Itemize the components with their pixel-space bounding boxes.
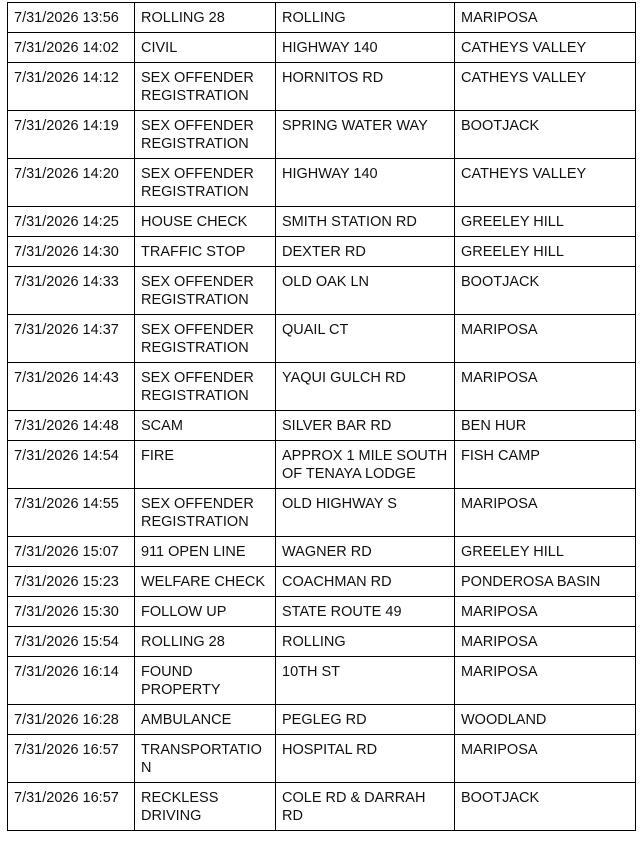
location-cell: OLD OAK LN xyxy=(276,267,455,315)
call-log-body xyxy=(8,3,636,831)
datetime-cell: 7/31/2026 14:12 xyxy=(8,63,135,111)
datetime-cell: 7/31/2026 16:28 xyxy=(8,705,135,735)
area-cell: GREELEY HILL xyxy=(455,237,636,267)
call-type-cell: ROLLING 28 xyxy=(135,627,276,657)
table-row xyxy=(8,705,636,735)
datetime-cell: 7/31/2026 16:57 xyxy=(8,735,135,783)
datetime-cell: 7/31/2026 16:14 xyxy=(8,657,135,705)
area-cell: BOOTJACK xyxy=(455,267,636,315)
table-row xyxy=(8,597,636,627)
table-row xyxy=(8,33,636,63)
area-cell: GREELEY HILL xyxy=(455,537,636,567)
table-row xyxy=(8,783,636,831)
table-row xyxy=(8,315,636,363)
datetime-cell: 7/31/2026 14:19 xyxy=(8,111,135,159)
area-cell: FISH CAMP xyxy=(455,441,636,489)
table-row xyxy=(8,111,636,159)
location-cell: HIGHWAY 140 xyxy=(276,159,455,207)
call-type-cell: WELFARE CHECK xyxy=(135,567,276,597)
area-cell: CATHEYS VALLEY xyxy=(455,159,636,207)
datetime-cell: 7/31/2026 14:37 xyxy=(8,315,135,363)
call-type-cell: SEX OFFENDER REGISTRATION xyxy=(135,363,276,411)
call-type-cell: FIRE xyxy=(135,441,276,489)
location-cell: SILVER BAR RD xyxy=(276,411,455,441)
table-row xyxy=(8,441,636,489)
call-type-cell: SEX OFFENDER REGISTRATION xyxy=(135,159,276,207)
call-type-cell: SCAM xyxy=(135,411,276,441)
area-cell: MARIPOSA xyxy=(455,363,636,411)
table-row xyxy=(8,363,636,411)
area-cell: MARIPOSA xyxy=(455,315,636,363)
call-type-cell: ROLLING 28 xyxy=(135,3,276,33)
location-cell: APPROX 1 MILE SOUTH OF TENAYA LODGE xyxy=(276,441,455,489)
call-type-cell: AMBULANCE xyxy=(135,705,276,735)
location-cell: ROLLING xyxy=(276,627,455,657)
datetime-cell: 7/31/2026 14:20 xyxy=(8,159,135,207)
location-cell: SMITH STATION RD xyxy=(276,207,455,237)
location-cell: 10TH ST xyxy=(276,657,455,705)
call-type-cell: CIVIL xyxy=(135,33,276,63)
call-type-cell: FOLLOW UP xyxy=(135,597,276,627)
table-row xyxy=(8,627,636,657)
call-type-cell: 911 OPEN LINE xyxy=(135,537,276,567)
area-cell: BOOTJACK xyxy=(455,111,636,159)
location-cell: HOSPITAL RD xyxy=(276,735,455,783)
call-type-cell: TRAFFIC STOP xyxy=(135,237,276,267)
call-type-cell: SEX OFFENDER REGISTRATION xyxy=(135,111,276,159)
call-type-cell: RECKLESS DRIVING xyxy=(135,783,276,831)
datetime-cell: 7/31/2026 15:30 xyxy=(8,597,135,627)
table-row xyxy=(8,3,636,33)
datetime-cell: 7/31/2026 15:07 xyxy=(8,537,135,567)
datetime-cell: 7/31/2026 14:55 xyxy=(8,489,135,537)
area-cell: MARIPOSA xyxy=(455,735,636,783)
table-row xyxy=(8,207,636,237)
location-cell: COACHMAN RD xyxy=(276,567,455,597)
location-cell: YAQUI GULCH RD xyxy=(276,363,455,411)
area-cell: BEN HUR xyxy=(455,411,636,441)
call-type-cell: SEX OFFENDER REGISTRATION xyxy=(135,63,276,111)
datetime-cell: 7/31/2026 15:54 xyxy=(8,627,135,657)
call-type-cell: HOUSE CHECK xyxy=(135,207,276,237)
call-type-cell: SEX OFFENDER REGISTRATION xyxy=(135,489,276,537)
datetime-cell: 7/31/2026 13:56 xyxy=(8,3,135,33)
area-cell: MARIPOSA xyxy=(455,597,636,627)
table-row xyxy=(8,567,636,597)
area-cell: CATHEYS VALLEY xyxy=(455,63,636,111)
table-row xyxy=(8,63,636,111)
table-row xyxy=(8,159,636,207)
area-cell: PONDEROSA BASIN xyxy=(455,567,636,597)
location-cell: STATE ROUTE 49 xyxy=(276,597,455,627)
datetime-cell: 7/31/2026 14:25 xyxy=(8,207,135,237)
location-cell: SPRING WATER WAY xyxy=(276,111,455,159)
table-row xyxy=(8,267,636,315)
call-type-cell: TRANSPORTATION xyxy=(135,735,276,783)
location-cell: HORNITOS RD xyxy=(276,63,455,111)
location-cell: OLD HIGHWAY S xyxy=(276,489,455,537)
location-cell: DEXTER RD xyxy=(276,237,455,267)
location-cell: HIGHWAY 140 xyxy=(276,33,455,63)
area-cell: MARIPOSA xyxy=(455,489,636,537)
location-cell: WAGNER RD xyxy=(276,537,455,567)
area-cell: MARIPOSA xyxy=(455,3,636,33)
table-row xyxy=(8,537,636,567)
datetime-cell: 7/31/2026 14:54 xyxy=(8,441,135,489)
datetime-cell: 7/31/2026 14:33 xyxy=(8,267,135,315)
location-cell: QUAIL CT xyxy=(276,315,455,363)
table-row xyxy=(8,735,636,783)
call-log-table xyxy=(7,2,636,831)
location-cell: COLE RD & DARRAH RD xyxy=(276,783,455,831)
call-type-cell: FOUND PROPERTY xyxy=(135,657,276,705)
datetime-cell: 7/31/2026 14:43 xyxy=(8,363,135,411)
area-cell: GREELEY HILL xyxy=(455,207,636,237)
area-cell: MARIPOSA xyxy=(455,657,636,705)
area-cell: BOOTJACK xyxy=(455,783,636,831)
call-type-cell: SEX OFFENDER REGISTRATION xyxy=(135,315,276,363)
table-row xyxy=(8,411,636,441)
area-cell: WOODLAND xyxy=(455,705,636,735)
area-cell: CATHEYS VALLEY xyxy=(455,33,636,63)
location-cell: PEGLEG RD xyxy=(276,705,455,735)
table-row xyxy=(8,489,636,537)
datetime-cell: 7/31/2026 14:48 xyxy=(8,411,135,441)
datetime-cell: 7/31/2026 15:23 xyxy=(8,567,135,597)
call-type-cell: SEX OFFENDER REGISTRATION xyxy=(135,267,276,315)
location-cell: ROLLING xyxy=(276,3,455,33)
table-row xyxy=(8,657,636,705)
table-row xyxy=(8,237,636,267)
datetime-cell: 7/31/2026 14:30 xyxy=(8,237,135,267)
area-cell: MARIPOSA xyxy=(455,627,636,657)
datetime-cell: 7/31/2026 14:02 xyxy=(8,33,135,63)
datetime-cell: 7/31/2026 16:57 xyxy=(8,783,135,831)
